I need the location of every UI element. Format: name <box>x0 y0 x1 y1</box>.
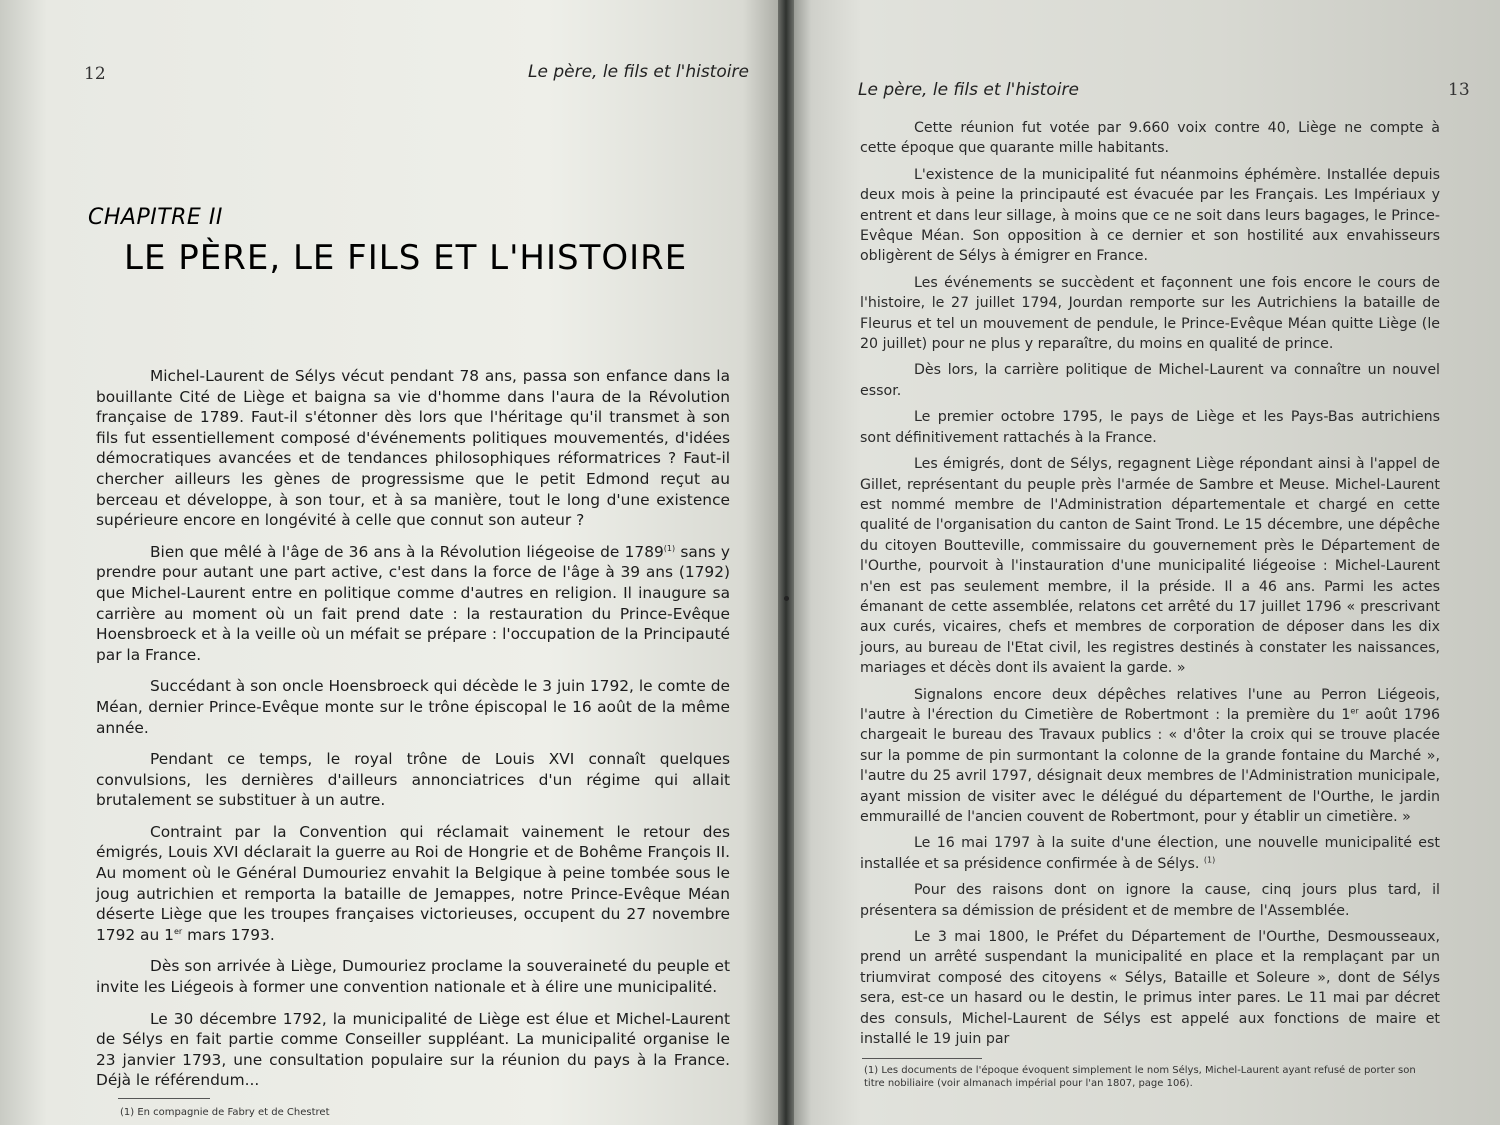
paragraph: Le premier octobre 1795, le pays de Liège et les Pays-Bas autrichiens sont définitivement rattachés à la France. <box>860 409 1440 446</box>
chapter-title: LE PÈRE, LE FILS ET L'HISTOIRE <box>124 238 688 278</box>
footnote-mark: (1) <box>1203 855 1216 865</box>
paragraph: Pour des raisons dont on ignore la cause, cinq jours plus tard, il présentera sa démission de président et de membre de l'Assemblée. <box>860 882 1440 919</box>
footnote-mark: (1) <box>663 543 676 553</box>
right-body-text <box>860 118 1440 1055</box>
left-body-text <box>96 366 730 1102</box>
running-head-right: Le père, le fils et l'histoire <box>858 80 1079 100</box>
paragraph: Dès lors, la carrière politique de Michel-Laurent va connaître un nouvel essor. <box>860 362 1440 399</box>
footnote-left: (1) En compagnie de Fabry et de Chestret <box>120 1107 330 1118</box>
paragraph <box>96 822 730 946</box>
footnote-right: (1) Les documents de l'époque évoquent simplement le nom Sélys, Michel-Laurent ayant refusé de porter son titre nobiliaire (voir almanach impérial pour l'an 1807, page 106). <box>864 1065 1416 1089</box>
paragraph: Le 3 mai 1800, le Préfet du Département de l'Ourthe, Desmousseaux, prend un arrêté suspendant la municipalité en place et la remplaçant par un triumvirat composé des citoyens « Sélys, Bataille et Soleure », dont de Sélys sera, est-ce un hasard ou le destin, le primus inter pares. Le 11 mai par décret des consuls, Michel-Laurent de Sélys est appelé aux fonctions de maire et installé le 19 juin par <box>860 929 1440 1048</box>
paragraph: L'existence de la municipalité fut néanmoins éphémère. Installée depuis deux mois à peine la principauté est évacuée par les Français. Les Impériaux y entrent et dans leur sillage, à moins que ce ne soit dans leurs bagages, le Prince-Evêque Méan. Son opposition à ce dernier et son hostilité aux envahisseurs obligèrent de Sélys à émigrer en France. <box>860 166 1440 265</box>
paragraph-part: sans y prendre pour autant une part active, c'est dans la force de l'âge à 39 ans (1792) que Michel-Laurent entre en politique comme d'autres en religion. Il inaugure sa carrière au moment où un fait prend date : la restauration du Prince-Evêque Hoensbroeck et à la veille où un méfait se prépare : l'occupation de la Principauté par la France. <box>96 542 730 664</box>
footnote-rule-right <box>862 1058 982 1059</box>
paragraph <box>860 685 1440 828</box>
page-number-right: 13 <box>1448 80 1470 100</box>
paragraph-part: août 1796 chargeait le bureau des Travaux publics : « d'ôter la croix qui se trouve placée sur la pomme de pin surmontant la colonne de la grande fontaine du Marché », l'autre du 25 avril 1797, désignait deux membres de l'Administration municipale, ayant mission de visiter avec le délégué du département de l'Ourthe, le jardin emmuraillé de l'ancien couvent de Robertmont, pour y établir un cimetière. » <box>860 706 1441 825</box>
running-head-left: Le père, le fils et l'histoire <box>528 62 749 82</box>
paragraph <box>860 833 1440 874</box>
paragraph-part: mars 1793. <box>187 925 275 944</box>
book-gutter <box>778 0 794 1125</box>
binding-dot <box>784 596 789 601</box>
paragraph: Michel-Laurent de Sélys vécut pendant 78 ans, passa son enfance dans la bouillante Cité de Liège et baigna sa vie d'homme dans l'aura de la Révolution française de 1789. Faut-il s'étonner dès lors que l'héritage qu'il transmet à son fils fut essentiellement composé d'événements politiques mouvementés, d'idées démocratiques avancées et de tendances philosophiques réformatrices ? Faut-il chercher ailleurs les gènes de progressisme que le petit Edmond reçut au berceau et développe, à son tour, et à sa manière, tout le long d'une existence supérieure encore en longévité à celle que connut son auteur ? <box>96 367 730 530</box>
paragraph: Dès son arrivée à Liège, Dumouriez proclame la souveraineté du peuple et invite les Liégeois à former une convention nationale et à élire une municipalité. <box>96 957 730 997</box>
ordinal-sup: er <box>173 926 183 936</box>
paragraph <box>96 542 730 666</box>
chapter-label: CHAPITRE II <box>88 205 223 230</box>
paragraph: Succédant à son oncle Hoensbroeck qui décède le 3 juin 1792, le comte de Méan, dernier Prince-Evêque monte sur le trône épiscopal le 16 août de la même année. <box>96 677 730 737</box>
paragraph: Les émigrés, dont de Sélys, regagnent Liège répondant ainsi à l'appel de Gillet, représentant du peuple près l'armée de Sambre et Meuse. Michel-Laurent est nommé membre de l'Administration départementale et chargé en cette qualité de l'organisation du canton de Saint Trond. Le 15 décembre, une dépêche du citoyen Boutteville, commissaire du gouvernement près le Département de l'Ourthe, pourvoit à l'instauration d'une municipalité liégeoise : Michel-Laurent n'en est pas seulement membre, il la préside. Il a 46 ans. Parmi les actes émanant de cette assemblée, relatons cet arrêté du 17 juillet 1796 « prescrivant aux curés, vicaires, chefs et membres de corporation de déposer dans les dix jours, au bureau de l'Etat civil, les registres destinés à constater les naissances, mariages et décès dont ils avaient la garde. » <box>860 456 1440 677</box>
paragraph-part: Le 16 mai 1797 à la suite d'une élection, une nouvelle municipalité est installée et sa présidence confirmée à de Sélys. <box>860 835 1440 872</box>
paragraph-part: Signalons encore deux dépêches relatives l'une au Perron Liégeois, l'autre à l'érection du Cimetière de Robertmont : la première du 1 <box>860 686 1440 723</box>
paragraph: Le 30 décembre 1792, la municipalité de Liège est élue et Michel-Laurent de Sélys en fait partie comme Conseiller suppléant. La municipalité organise le 23 janvier 1793, une consultation populaire sur la réunion du pays à la France. Déjà le référendum... <box>96 1009 730 1090</box>
paragraph-part: Bien que mêlé à l'âge de 36 ans à la Révolution liégeoise de 1789 <box>150 542 664 561</box>
paragraph: Cette réunion fut votée par 9.660 voix contre 40, Liège ne compte à cette époque que quarante mille habitants. <box>860 120 1440 157</box>
paragraph-part: Contraint par la Convention qui réclamait vainement le retour des émigrés, Louis XVI déclarait la guerre au Roi de Hongrie et de Bohême François II. Au moment où le Général Dumouriez envahit la Belgique à peine tombée sous le joug autrichien et remporta la bataille de Jemappes, notre Prince-Evêque Méan déserte Liège que les troupes françaises victorieuses, occupent du 27 novembre 1792 au 1 <box>96 822 730 944</box>
paragraph: Les événements se succèdent et façonnent une fois encore le cours de l'histoire, le 27 juillet 1794, Jourdan remporte sur les Autrichiens la bataille de Fleurus et tel un mouvement de pendule, le Prince-Evêque Méan quitte Liège (le 20 juillet) pour ne plus y reparaître, du moins en qualité de prince. <box>860 274 1440 353</box>
page-number-left: 12 <box>84 64 106 84</box>
paragraph: Pendant ce temps, le royal trône de Louis XVI connaît quelques convulsions, les dernières d'ailleurs annonciatrices d'un régime qui allait brutalement se substituer à un autre. <box>96 750 730 810</box>
footnote-rule-left <box>118 1098 210 1099</box>
ordinal-sup: er <box>1350 706 1359 716</box>
